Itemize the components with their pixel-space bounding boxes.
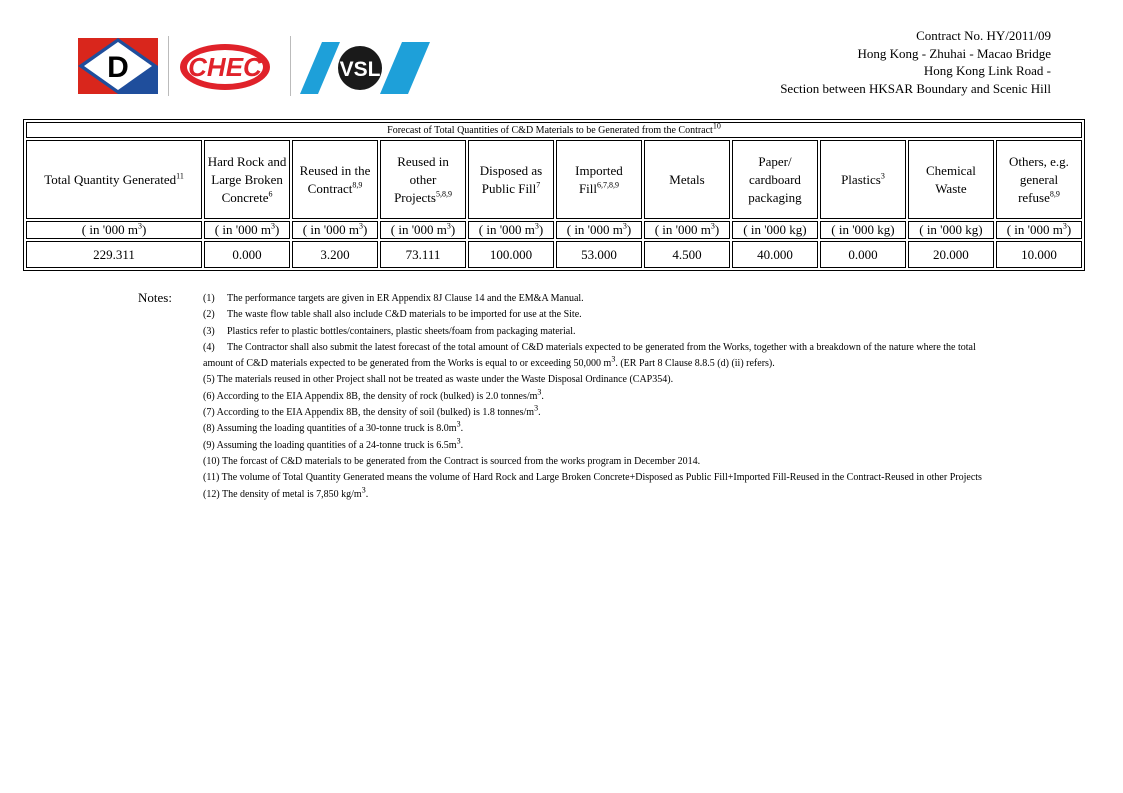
value-cell: 4.500 (644, 241, 730, 268)
column-header: Others, e.g. general refuse$^{8,9}$ (996, 140, 1082, 219)
contract-header (780, 27, 1051, 97)
value-cell: 73.111 (380, 241, 466, 268)
column-header: Reused in the Contract$^{8,9}$ (292, 140, 378, 219)
unit-cell: ( in '000 kg) (820, 221, 906, 239)
svg-text:D: D (107, 51, 129, 84)
unit-cell: ( in '000 $m^3$) (996, 221, 1082, 239)
note-8: (8) Assuming the loading quantities of a 30-tonne truck is $8.0m^3$. (203, 421, 464, 435)
svg-text:VSL: VSL (339, 58, 381, 81)
note-4-continued: amount of C&D materials expected to be generated from the Works is equal to or exceeding 50,000 $m^3$. (ER Part 8 Clause 8.8.5 (d) (ii) refers). (203, 354, 775, 370)
value-cell: 20.000 (908, 241, 994, 268)
value-cell: 0.000 (820, 241, 906, 268)
project-section: Section between HKSAR Boundary and Scenic Hill (780, 80, 1051, 96)
d-logo (78, 38, 158, 94)
forecast-table-wrap (23, 119, 1085, 271)
table-unit-row (26, 221, 1082, 239)
notes-list (203, 291, 1088, 503)
unit-cell: ( in '000 $m^3$) (468, 221, 554, 239)
company-logos (78, 34, 438, 96)
unit-cell: ( in '000 $m^3$) (380, 221, 466, 239)
note-12: (12) The density of metal is 7,850 $kg/m^3$. (203, 486, 369, 500)
contract-number: Contract No. HY/2011/09 (916, 28, 1051, 43)
project-name: Hong Kong - Zhuhai - Macao Bridge (857, 45, 1051, 61)
note-10: (10) The forcast of C&D materials to be generated from the Contract is sourced from the works program in December 2014. (203, 455, 701, 467)
value-cell: 10.000 (996, 241, 1082, 268)
unit-cell: ( in '000 kg) (732, 221, 818, 239)
column-header: Imported Fill$^{6,7,8,9}$ (556, 140, 642, 219)
svg-text:CHEC: CHEC (188, 52, 262, 82)
column-header: Disposed as Public Fill$^7$ (468, 140, 554, 219)
unit-cell: ( in '000 $m^3$) (204, 221, 290, 239)
unit-cell: ( in '000 $m^3$) (644, 221, 730, 239)
note-3: (3) Plastics refer to plastic bottles/containers, plastic sheets/foam from packaging material. (203, 325, 576, 337)
note-7: (7) According to the EIA Appendix 8B, the density of soil (bulked) is 1.8 tonnes/$m^3$. (203, 405, 541, 419)
column-header: Metals (644, 140, 730, 219)
note-11: (11) The volume of Total Quantity Generated means the volume of Hard Rock and Large Broken Concrete+Disposed as Public Fill+Imported Fill-Reused in the Contract-Reused in other Projects (203, 472, 982, 484)
unit-cell: ( in '000 $m^3$) (26, 221, 202, 239)
unit-cell: ( in '000 kg) (908, 221, 994, 239)
unit-cell: ( in '000 $m^3$) (556, 221, 642, 239)
column-header: Paper/ cardboard packaging (732, 140, 818, 219)
notes-label: Notes: (138, 290, 172, 305)
note-4: (4) The Contractor shall also submit the latest forecast of the total amount of C&D materials expected to be generated from the Works, together with a breakdown of the nature where the total (203, 341, 976, 353)
forecast-table (23, 119, 1085, 271)
note-1: (1) The performance targets are given in ER Appendix 8J Clause 14 and the EM&A Manual. (203, 293, 584, 304)
column-header: Chemical Waste (908, 140, 994, 219)
chec-logo (178, 42, 272, 92)
column-header: Reused in other Projects$^{5,8,9}$ (380, 140, 466, 219)
note-5: (5) The materials reused in other Project shall not be treated as waste under the Waste Disposal Ordinance (CAP354). (203, 374, 674, 386)
value-cell: 229.311 (26, 241, 202, 268)
vsl-logo (300, 42, 430, 94)
column-header: Plastics$^3$ (820, 140, 906, 219)
note-6: (6) According to the EIA Appendix 8B, the density of rock (bulked) is 2.0 tonnes/$m^3$. (203, 388, 544, 402)
column-header: Total Quantity Generated$^{11}$ (26, 140, 202, 219)
unit-cell: ( in '000 $m^3$) (292, 221, 378, 239)
value-cell: 3.200 (292, 241, 378, 268)
project-subtitle: Hong Kong Link Road - (923, 63, 1051, 78)
value-cell: 100.000 (468, 241, 554, 268)
logo-divider (290, 36, 291, 96)
table-header-row (26, 140, 1082, 219)
value-cell: 53.000 (556, 241, 642, 268)
logo-divider (168, 36, 169, 96)
value-cell: 40.000 (732, 241, 818, 268)
note-2: (2) The waste flow table shall also include C&D materials to be imported for use at the Site. (203, 309, 582, 321)
value-cell: 0.000 (204, 241, 290, 268)
column-header: Hard Rock and Large Broken Concrete$^6$ (204, 140, 290, 219)
table-value-row (26, 241, 1082, 268)
table-title: Forecast of Total Quantities of C&D Materials to be Generated from the Contract$^{10}$ (26, 122, 1082, 138)
note-9: (9) Assuming the loading quantities of a 24-tonne truck is $6.5m^3$. (203, 437, 464, 451)
